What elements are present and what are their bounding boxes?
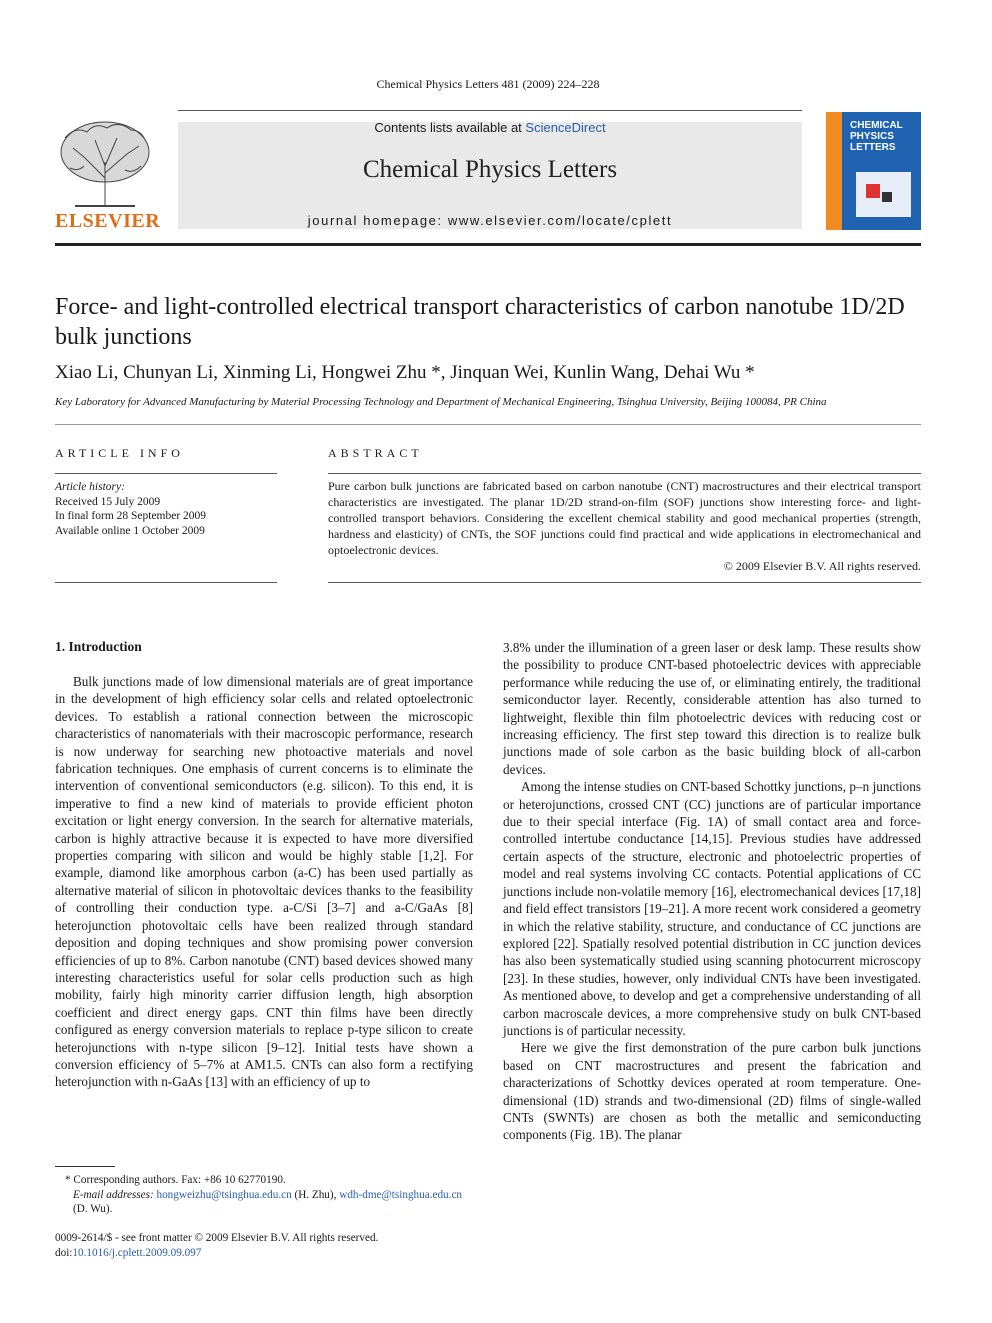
- elsevier-tree-logo: [55, 118, 155, 210]
- article-info-bottom-rule: [55, 582, 277, 583]
- online-date: Available online 1 October 2009: [55, 524, 205, 537]
- intro-paragraph-1-cont: 3.8% under the illumination of a green laser or desk lamp. These results show the possibility to produce CNT-based photoelectric devices with appreciable performance while reducing the use of, or eliminating entirely, the traditional semiconductor layer. Recently, considerable attention has also turned to lightweight, flexible thin film photoelectric devices with reducing cost or increasing efficiency. The first step toward this direction is to realize bulk junctions made of sole carbon as the basic building block of all-carbon devices.: [503, 640, 921, 777]
- email-addresses: [55, 1188, 475, 1217]
- affiliation: Key Laboratory for Advanced Manufacturing by Material Processing Technology and Department of Mechanical Engineering, Tsinghua University, Beijing 100084, PR China: [55, 396, 827, 408]
- contents-line: [178, 120, 802, 135]
- abstract-bottom-rule: [328, 582, 921, 583]
- intro-paragraph-2: Among the intense studies on CNT-based Schottky junctions, p–n junctions or heterojunctions, crossed CNT (CC) junctions are of particular importance due to their special interface (Fig. 1A) of small contact area and force-controlled intertube conductance [14,15]. Previous studies have addressed certain aspects of the structure, electronic and photoelectric properties of model and real systems involving CC contacts. Potential applications of CC junctions include non-volatile memory [16], electromechanical devices [17,18] and field effect transistors [19–21]. A more recent work considered a geometry in which the relative stability, structure, and conductance of CC junctions are explored [22]. Spatially resolved potential distribution in CC junction devices has also been systematically studied using scanning photocurrent microscopy [23]. In these studies, however, only individual CNTs have been investigated. As mentioned above, to develop and get a comprehensive understanding of all carbon macroscale devices, a more comprehensive study on bulk CNT-based junctions is of particular necessity.: [503, 779, 921, 1038]
- header-rule: [178, 110, 802, 111]
- journal-homepage[interactable]: journal homepage: www.elsevier.com/locate/cplett: [307, 213, 673, 228]
- left-column: [55, 673, 473, 1091]
- received-date: Received 15 July 2009: [55, 495, 161, 508]
- email-link-zhu[interactable]: hongweizhu@tsinghua.edu.cn: [156, 1188, 292, 1201]
- article-info-heading: ARTICLE INFO: [55, 446, 184, 460]
- doi-line: [55, 1246, 475, 1261]
- header-thick-rule: [55, 243, 921, 246]
- section-heading-introduction: 1. Introduction: [55, 639, 142, 654]
- abstract-body: [328, 478, 921, 574]
- elsevier-wordmark: ELSEVIER: [55, 210, 161, 232]
- article-info-rule: [55, 473, 277, 474]
- author-list: Xiao Li, Chunyan Li, Xinming Li, Hongwei Zhu *, Jinquan Wei, Kunlin Wang, Dehai Wu *: [55, 362, 755, 383]
- footnote-rule: [55, 1166, 115, 1167]
- footnote: [55, 1173, 475, 1217]
- history-label: Article history:: [55, 481, 125, 493]
- final-form-date: In final form 28 September 2009: [55, 510, 207, 522]
- email-owner-zhu: (H. Zhu),: [294, 1188, 337, 1201]
- title-divider: [55, 424, 921, 425]
- email-owner-wu: (D. Wu).: [73, 1203, 113, 1215]
- doi-link[interactable]: 10.1016/j.cplett.2009.09.097: [72, 1246, 202, 1259]
- article-title: Force- and light-controlled electrical transport characteristics of carbon nanotube 1D/2D bulk junctions: [55, 294, 905, 350]
- abstract-text: Pure carbon bulk junctions are fabricated based on carbon nanotube (CNT) macrostructures and their electrical transport characteristics are investigated. The planar 1D/2D strand-on-film (SOF) junctions show interesting force- and light-controlled transport behaviors. Considering the excellent chemical stability and good mechanical properties (strength, hardness and elasticity) of CNTs, the SOF junctions could find practical and wide applications in electromechanical and optoelectronic devices.: [328, 479, 921, 557]
- right-column: [503, 639, 921, 1144]
- issn-line: 0009-2614/$ - see front matter © 2009 Elsevier B.V. All rights reserved.: [55, 1232, 379, 1244]
- cover-title: CHEMICAL PHYSICS LETTERS: [850, 120, 903, 153]
- journal-cover-image: [826, 112, 921, 230]
- sciencedirect-link[interactable]: ScienceDirect: [525, 120, 606, 135]
- corresponding-authors: * Corresponding authors. Fax: +86 10 62770190.: [65, 1174, 286, 1186]
- abstract-copyright: © 2009 Elsevier B.V. All rights reserved.: [723, 559, 921, 573]
- contents-prefix: Contents lists available at: [374, 120, 526, 135]
- abstract-heading: ABSTRACT: [328, 446, 423, 460]
- journal-citation: Chemical Physics Letters 481 (2009) 224–228: [376, 77, 600, 91]
- doi-label: doi:: [55, 1246, 73, 1259]
- email-link-wu[interactable]: wdh-dme@tsinghua.edu.cn: [339, 1188, 463, 1201]
- front-matter: [55, 1231, 475, 1260]
- journal-title: Chemical Physics Letters: [362, 156, 618, 183]
- abstract-rule: [328, 473, 921, 474]
- email-label: E-mail addresses:: [73, 1188, 154, 1201]
- article-history: [55, 480, 277, 538]
- intro-paragraph-1: Bulk junctions made of low dimensional materials are of great importance in the development of high efficiency solar cells and related optoelectronic devices. To establish a rational connection between the microscopic characteristics of nanomaterials with their macroscopic performance, research is now underway for searching new photoactive materials and novel fabrication techniques. One emphasis of current concerns is to eliminate the intervention of conventional semiconductors (e.g. silicon). To this end, it is imperative to find a new kind of materials to provide efficient photon excitation or light energy conversion. In the search for alternative materials, carbon is highly attractive because it is expected to have more diversified properties comparing with silicon and would be highly stable [1,2]. For example, diamond like amorphous carbon (a-C) has been used partially as alternative material of silicon in photovoltaic devices thanks to the feasibility of controlling their conduction type. a-C/Si [3–7] and a-C/GaAs [8] heterojunction photovoltaic cells have been realized through standard deposition and doping techniques and show promising power conversion efficiencies of up to 8%. Carbon nanotube (CNT) based devices showed many interesting characteristics useful for solar cells production such as high mobility, fairly high minority carrier diffusion length, high absorption coefficient and direct energy gaps. CNT thin films have been directly configured as energy conversion materials to replace p-type silicon to create heterojunctions with n-type silicon [9–12]. Initial tests have shown a conversion efficiency of 5–7% at AM1.5. CNTs can also form a rectifying heterojunction with n-GaAs [13] with an efficiency of up to: [55, 674, 473, 1090]
- intro-paragraph-3: Here we give the first demonstration of the pure carbon bulk junctions based on CNT macrostructures and present the fabrication and characterizations of Schottky devices operated at room temperature. One-dimensional (1D) strands and two-dimensional (2D) films of single-walled CNTs (SWNTs) are chosen as both the metallic and semiconducting components (Fig. 1B). The planar: [503, 1040, 921, 1143]
